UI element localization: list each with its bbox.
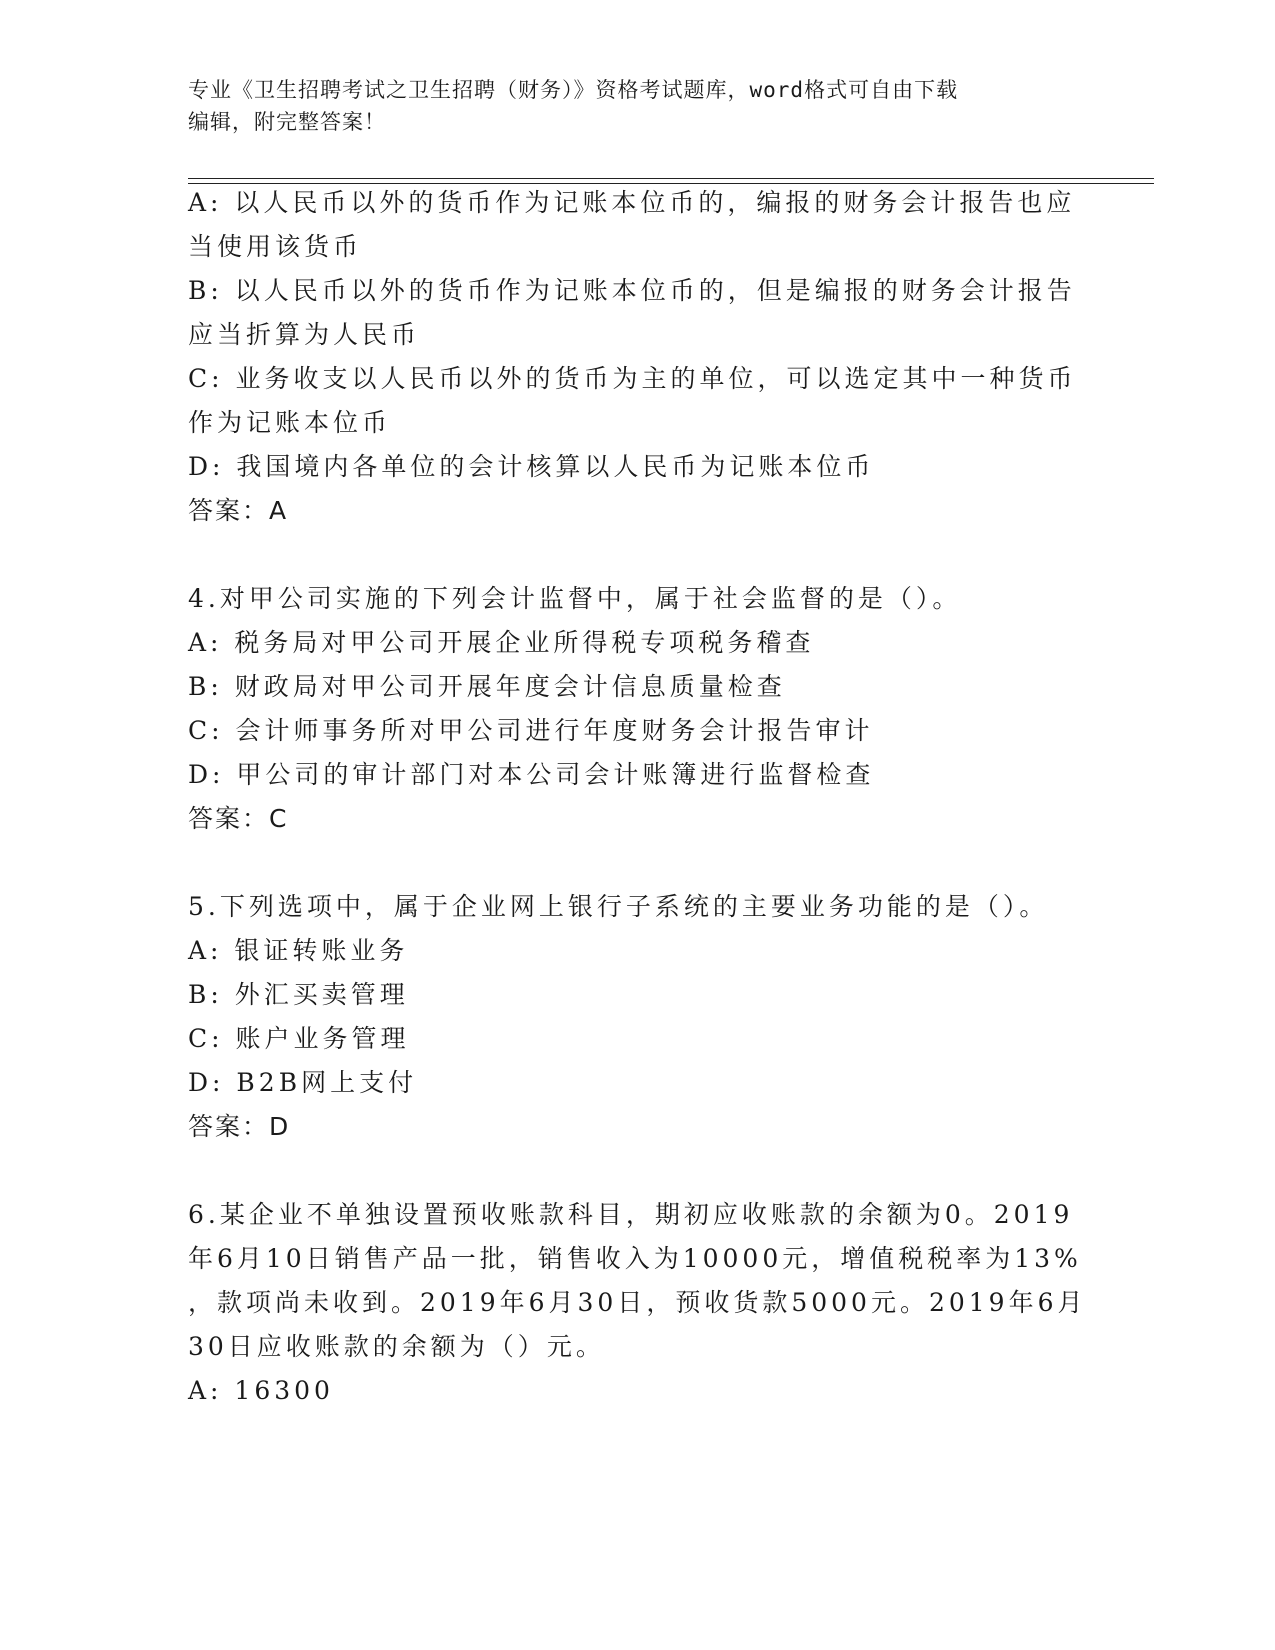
q4-option-b: B: 财政局对甲公司开展年度会计信息质量检查 [188,672,786,701]
header-divider-top [188,178,1154,179]
q3-option-c-line-2: 作为记账本位币 [188,408,392,437]
q3-option-d: D: 我国境内各单位的会计核算以人民币为记账本位币 [188,452,875,481]
q5-option-b: B: 外汇买卖管理 [188,980,409,1009]
header-line-1: 专业《卫生招聘考试之卫生招聘（财务）》资格考试题库，word格式可自由下载 [188,78,959,102]
q6-option-a: A: 16300 [188,1376,334,1405]
q5-option-d: D: B2B网上支付 [188,1068,418,1097]
q5-option-c: C: 账户业务管理 [188,1024,410,1053]
q5-answer: 答案：D [188,1112,291,1141]
q6-question-line-4: 30日应收账款的余额为（）元。 [188,1332,605,1361]
header-line-2: 编辑，附完整答案！ [188,110,386,134]
q4-option-a: A: 税务局对甲公司开展企业所得税专项税务稽查 [188,628,815,657]
q4-answer: 答案：C [188,804,289,833]
q6-question-line-2: 年6月10日销售产品一批，销售收入为10000元，增值税税率为13% [188,1244,1082,1273]
q6-question-line-1: 6.某企业不单独设置预收账款科目，期初应收账款的余额为0。2019 [188,1200,1074,1229]
q6-question-line-3: ，款项尚未收到。2019年6月30日，预收货款5000元。2019年6月 [188,1288,1087,1317]
q3-answer: 答案：A [188,496,289,525]
q5-question: 5.下列选项中，属于企业网上银行子系统的主要业务功能的是（）。 [188,892,1049,921]
q3-option-a-line-1: A: 以人民币以外的货币作为记账本位币的，编报的财务会计报告也应 [188,188,1076,217]
q4-option-c: C: 会计师事务所对甲公司进行年度财务会计报告审计 [188,716,874,745]
q4-question: 4.对甲公司实施的下列会计监督中，属于社会监督的是（）。 [188,584,962,613]
q5-option-a: A: 银证转账业务 [188,936,409,965]
q4-option-d: D: 甲公司的审计部门对本公司会计账簿进行监督检查 [188,760,875,789]
q3-option-b-line-1: B: 以人民币以外的货币作为记账本位币的，但是编报的财务会计报告 [188,276,1076,305]
q3-option-b-line-2: 应当折算为人民币 [188,320,421,349]
q3-option-a-line-2: 当使用该货币 [188,232,363,261]
document-header [188,74,1068,138]
q3-option-c-line-1: C: 业务收支以人民币以外的货币为主的单位，可以选定其中一种货币 [188,364,1077,393]
